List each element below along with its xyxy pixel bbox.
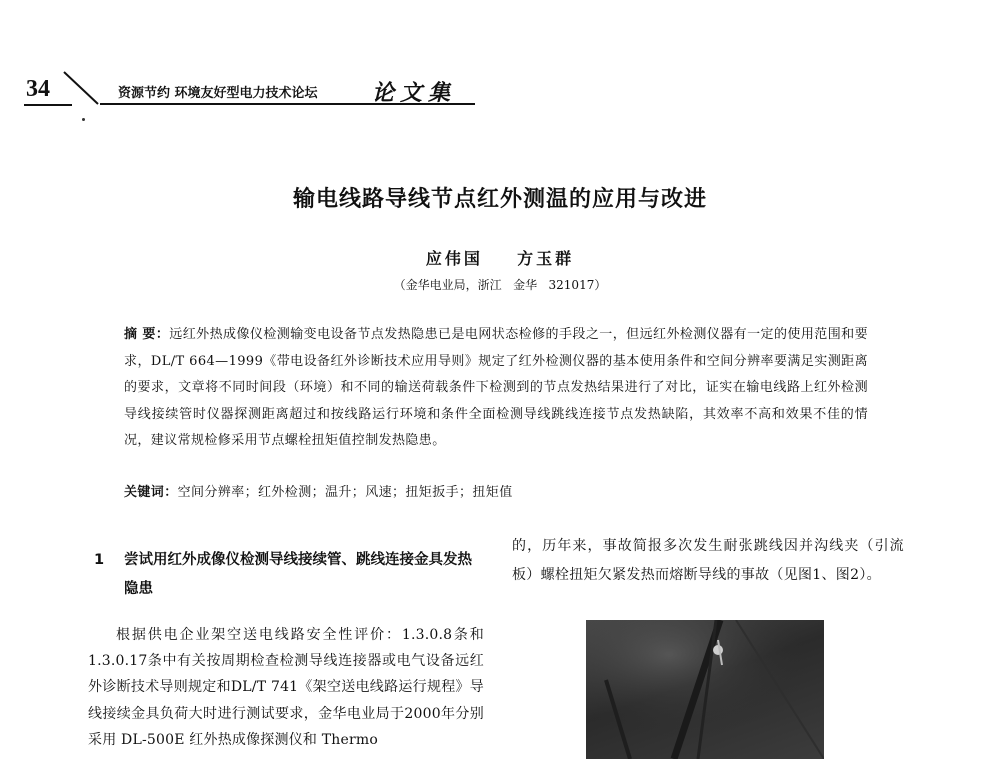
- keywords: [124, 483, 868, 503]
- right-column-body: [512, 532, 904, 590]
- running-title: 资源节约 环境友好型电力技术论坛: [118, 86, 318, 101]
- series-title: 论文集: [372, 80, 457, 106]
- keywords-text: 空间分辨率；红外检测；温升；风速；扭矩扳手；扭矩值: [177, 485, 513, 500]
- keywords-label: 关键词：: [124, 485, 178, 500]
- abstract-label: 摘 要：: [124, 327, 170, 342]
- authors: 应伟国 方玉群: [425, 249, 575, 268]
- scan-dot: [82, 118, 85, 121]
- article-title: 输电线路导线节点红外测温的应用与改进: [292, 187, 707, 212]
- figure-photo: [586, 620, 824, 759]
- section-heading: [94, 546, 486, 604]
- section-number: 1: [94, 552, 105, 568]
- body-paragraph: 的，历年来，事故简报多次发生耐张跳线因并沟线夹（引流板）螺栓扭矩欠紧发热而熔断导线的事故（见图1、图2）。: [512, 538, 904, 583]
- abstract: [124, 322, 868, 455]
- body-paragraph: 根据供电企业架空送电线路安全性评价：1.3.0.8条和1.3.0.17条中有关按周期检查检测导线连接器或电气设备远红外诊断技术导则规定和DL/T 741《架空送电线路运行规程》导线接续金具负荷大时进行测试要求，金华电业局于2000年分别采用 DL-500E 红外热成像探测仪和 Thermo: [88, 627, 484, 748]
- photo-image-icon: [586, 620, 824, 759]
- affiliation: （金华电业局，浙江 金华 321017）: [393, 278, 607, 292]
- header-slash-decoration: [62, 70, 104, 110]
- section-title: 尝试用红外成像仪检测导线接续管、跳线连接金具发热隐患: [124, 552, 472, 597]
- page-number: 34: [26, 76, 50, 102]
- left-column-body: [88, 622, 484, 753]
- abstract-text: 远红外热成像仪检测输变电设备节点发热隐患已是电网状态检修的手段之一，但远红外检测仪器有一定的使用范围和要求，DL/T 664—1999《带电设备红外诊断技术应用导则》规定了红外检测仪器的基本使用条件和空间分辨率要满足实测距离的要求，文章将不同时间段（环境）和不同的输送荷载条件下检测到的节点发热结果进行了对比，证实在输电线路上红外检测导线接续管时仪器探测距离超过和按线路运行环境和条件全面检测导线跳线连接节点发热缺陷，其效率不高和效果不佳的情况，建议常规检修采用节点螺栓扭矩值控制发热隐患。: [124, 327, 868, 449]
